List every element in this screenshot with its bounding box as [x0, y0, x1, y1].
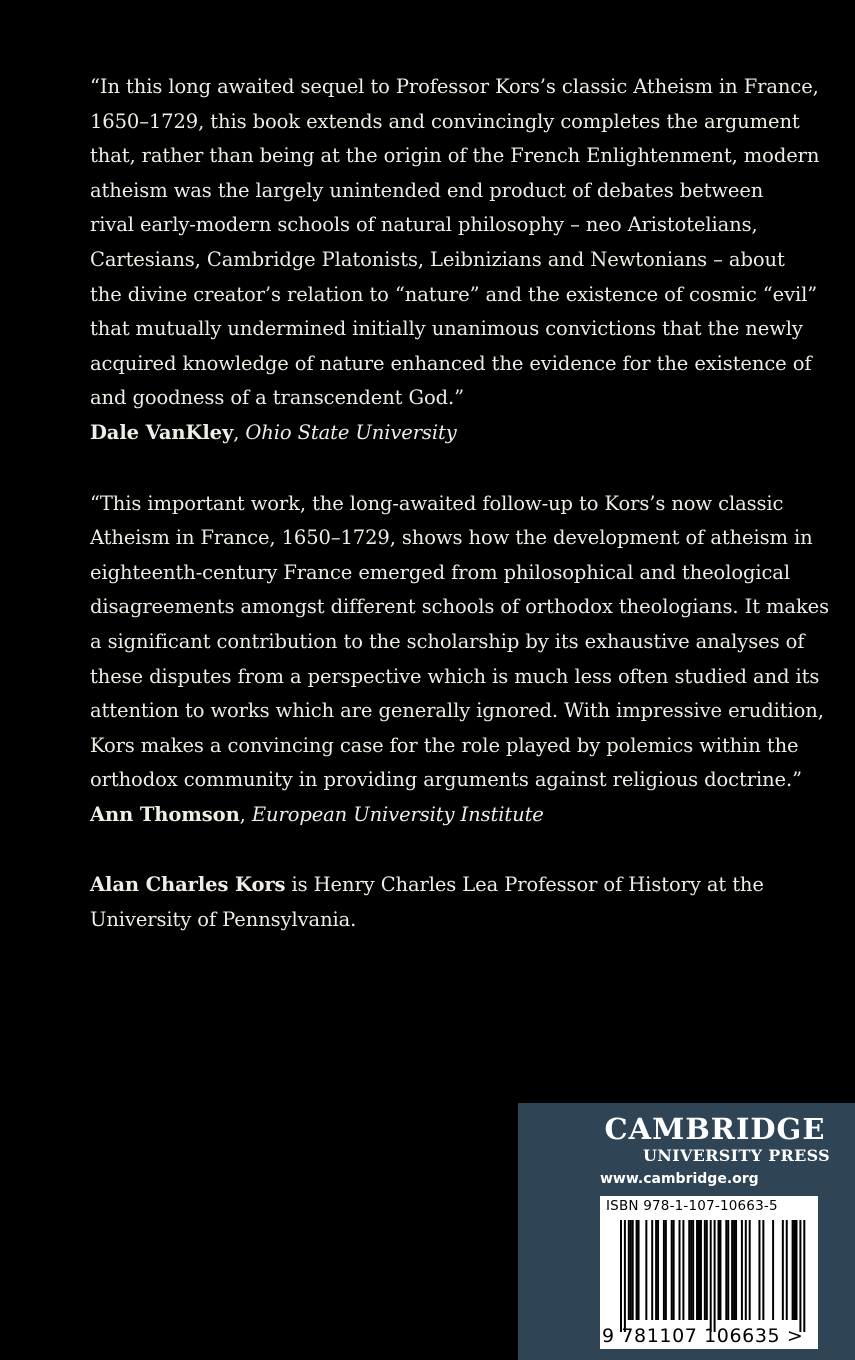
barcode-bar	[782, 1220, 784, 1320]
barcode-bar	[663, 1220, 665, 1320]
barcode-bar	[690, 1220, 692, 1320]
barcode-bar	[714, 1220, 716, 1332]
barcode-bar	[651, 1220, 653, 1320]
publisher-panel	[518, 1103, 855, 1360]
blurb-attribution: Dale VanKley, Ohio State University	[90, 420, 457, 444]
author-name: Alan Charles Kors	[90, 873, 286, 897]
barcode-bar	[696, 1220, 698, 1320]
barcode-bar	[745, 1220, 747, 1320]
blurb-2	[90, 487, 830, 833]
barcode-bar	[803, 1220, 805, 1332]
blurb-1	[90, 70, 820, 451]
bio-text: is Henry Charles Lea Professor of History at the	[285, 873, 764, 897]
barcode-bar	[704, 1220, 706, 1320]
quote-line: the divine creator’s relation to “nature” and the existence of cosmic “evil”	[90, 282, 818, 306]
barcode-bar	[749, 1220, 751, 1320]
barcode-bar	[657, 1220, 659, 1320]
quote-line: Cartesians, Cambridge Platonists, Leibnizians and Newtonians – about	[90, 247, 785, 271]
isbn-label: ISBN 978-1-107-10663-5	[606, 1198, 778, 1214]
barcode-bar	[731, 1220, 733, 1320]
barcode-bar	[786, 1220, 788, 1320]
barcode-bar	[620, 1220, 622, 1332]
barcode-box	[600, 1196, 818, 1349]
quote-line: these disputes from a perspective which is much less often studied and its	[90, 664, 820, 688]
barcode-bar	[636, 1220, 638, 1320]
reviewer-institution: Ohio State University	[245, 420, 457, 444]
quote-line: that mutually undermined initially unanimous convictions that the newly	[90, 317, 803, 341]
barcode-bar	[735, 1220, 737, 1320]
quote-line: acquired knowledge of nature enhanced the evidence for the existence of	[90, 351, 812, 375]
quote-line: and goodness of a transcendent God.”	[90, 386, 464, 410]
quote-line: Atheism in France, 1650–1729, shows how the development of atheism in	[90, 526, 813, 550]
quote-line: Kors makes a convincing case for the role played by polemics within the	[90, 733, 799, 757]
barcode-bar	[692, 1220, 694, 1320]
barcode-bar	[682, 1220, 684, 1320]
barcode-bar	[733, 1220, 735, 1320]
barcode-bar	[727, 1220, 729, 1320]
barcode-bar	[700, 1220, 702, 1320]
quote-line: disagreements amongst different schools of orthodox theologians. It makes	[90, 595, 830, 619]
quote-line: 1650–1729, this book extends and convincingly completes the argument	[90, 109, 800, 133]
barcode-bar	[655, 1220, 657, 1320]
barcode-bar	[628, 1220, 630, 1320]
barcode-bar	[741, 1220, 743, 1320]
barcode-bar	[725, 1220, 727, 1320]
barcode-bar	[665, 1220, 667, 1320]
barcode-bar	[758, 1220, 760, 1320]
bio-line	[90, 868, 764, 903]
quote-line: that, rather than being at the origin of the French Enlightenment, modern	[90, 144, 820, 168]
publisher-title: CAMBRIDGE	[604, 1112, 826, 1146]
barcode-bar	[772, 1220, 774, 1320]
barcode-bar	[688, 1220, 690, 1320]
barcode-bar	[630, 1220, 632, 1320]
barcode-bar	[796, 1220, 798, 1320]
quote-line: orthodox community in providing arguments against religious doctrine.”	[90, 768, 802, 792]
publisher-subtitle: UNIVERSITY PRESS	[643, 1146, 830, 1165]
barcode-bar	[762, 1220, 764, 1320]
quote-line: rival early-modern schools of natural philosophy – neo Aristotelians,	[90, 213, 758, 237]
barcode-bar	[679, 1220, 681, 1320]
barcode-digits: 9 781107 106635 >	[602, 1325, 804, 1347]
barcode-bar	[645, 1220, 647, 1320]
author-bio	[90, 868, 764, 937]
quote-line: a significant contribution to the scholarship by its exhaustive analyses of	[90, 629, 805, 653]
barcode-bar	[632, 1220, 634, 1320]
barcode-bar	[794, 1220, 796, 1320]
barcode-bar	[706, 1220, 708, 1320]
barcode-bar	[792, 1220, 794, 1320]
blurb-attribution: Ann Thomson, European University Institute	[90, 802, 544, 826]
barcode-bar	[718, 1220, 720, 1320]
barcode-bar	[671, 1220, 673, 1320]
quote-line: “In this long awaited sequel to Professor Kors’s classic Atheism in France,	[90, 75, 819, 98]
barcode-bar	[710, 1220, 712, 1332]
barcode-bar	[698, 1220, 700, 1320]
barcode-bar	[638, 1220, 640, 1320]
barcode-bar	[624, 1220, 626, 1332]
quote-line: attention to works which are generally ignored. With impressive erudition,	[90, 699, 824, 723]
barcode-bar	[673, 1220, 675, 1320]
reviewer-name: Dale VanKley	[90, 420, 234, 444]
publisher-logo	[600, 1111, 830, 1165]
reviewer-name: Ann Thomson	[90, 802, 240, 826]
quote-line: eighteenth-century France emerged from philosophical and theological	[90, 560, 790, 584]
quote-line: atheism was the largely unintended end product of debates between	[90, 178, 764, 202]
reviewer-institution: European University Institute	[251, 802, 544, 826]
quote-line: “This important work, the long-awaited follow-up to Kors’s now classic	[90, 491, 784, 515]
barcode-bar	[799, 1220, 801, 1332]
bio-line: University of Pennsylvania.	[90, 908, 357, 932]
barcode-bar	[719, 1220, 721, 1320]
publisher-website: www.cambridge.org	[600, 1171, 759, 1187]
blurbs-section	[90, 70, 830, 938]
